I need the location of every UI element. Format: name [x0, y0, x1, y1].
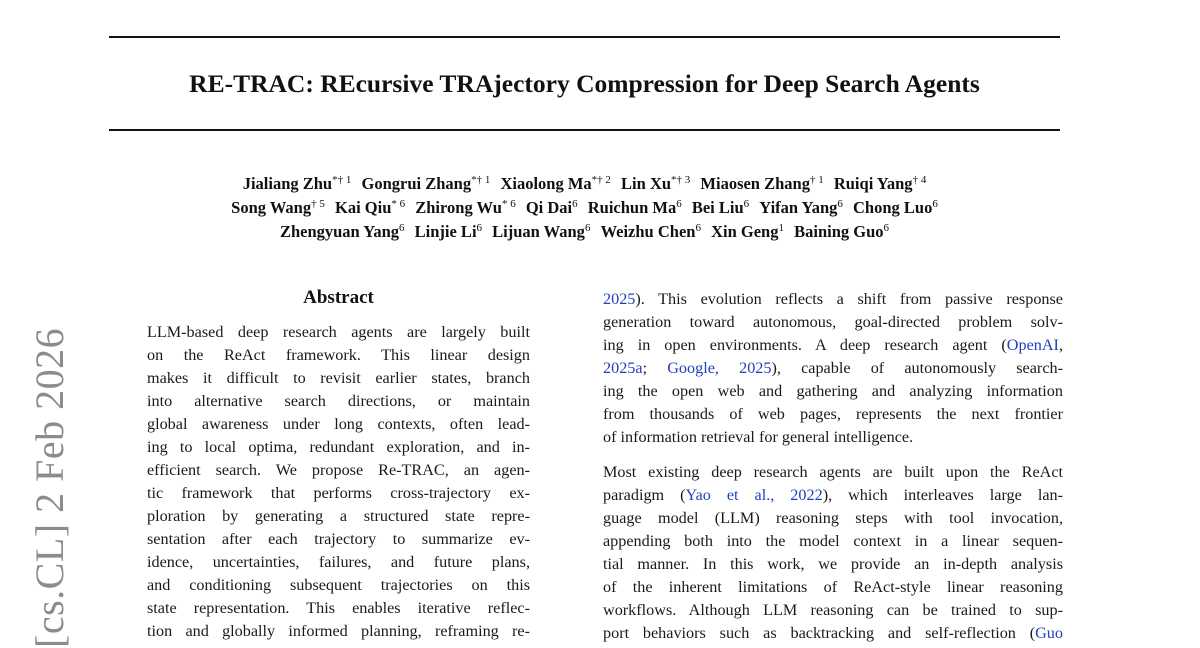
- affiliation-marks: 6: [572, 198, 578, 210]
- intro-line: paradigm (Yao et al., 2022), which interleaves large lan-: [603, 486, 1063, 504]
- affiliation-marks: 6: [476, 222, 483, 234]
- abstract-line: and conditioning subsequent trajectories on this: [147, 576, 530, 594]
- intro-line: from thousands of web pages, represents the next frontier: [603, 405, 1063, 423]
- abstract-line: ing to local optima, redundant exploration, and in-: [147, 438, 530, 456]
- citation-link[interactable]: Yao et al., 2022: [685, 486, 823, 504]
- abstract-body: [147, 321, 530, 643]
- affiliation-marks: 6: [837, 198, 843, 210]
- title-rule-bottom: [109, 129, 1060, 131]
- affiliation-marks: † 5: [311, 198, 325, 210]
- author-name: Gongrui Zhang$^{*\dagger 1}$: [361, 174, 491, 193]
- abstract-line: sentation after each trajectory to summarize ev-: [147, 530, 530, 548]
- intro-line: Most existing deep research agents are built upon the ReAct: [603, 463, 1063, 481]
- author-name: Qi Dai$^6$: [525, 198, 578, 217]
- author-name: Linjie Li$^6$: [414, 222, 483, 241]
- author-name: Weizhu Chen$^6$: [600, 222, 701, 241]
- citation-link[interactable]: Google, 2025: [667, 359, 772, 377]
- intro-line: generation toward autonomous, goal-directed problem solv-: [603, 313, 1063, 331]
- author-name: Chong Luo$^6$: [853, 198, 938, 217]
- affiliation-marks: 6: [584, 222, 591, 234]
- intro-line: 2025a; Google, 2025), capable of autonomously search-: [603, 359, 1063, 377]
- author-name: Kai Qiu$^{* 6}$: [334, 198, 406, 217]
- citation-link[interactable]: 2025: [603, 290, 636, 308]
- author-name: Ruiqi Yang$^{\dagger 4}$: [833, 174, 927, 193]
- intro-line: workflows. Although LLM reasoning can be trained to sup-: [603, 601, 1063, 619]
- abstract-heading: Abstract: [303, 287, 374, 308]
- author-name: Baining Guo$^6$: [794, 222, 890, 241]
- author-name: Miaosen Zhang$^{\dagger 1}$: [700, 174, 824, 193]
- intro-line: 2025). This evolution reflects a shift from passive response: [603, 290, 1063, 308]
- abstract-line: into alternative search directions, or maintain: [147, 392, 530, 410]
- author-name: Jialiang Zhu$^{*\dagger 1}$: [242, 174, 352, 193]
- affiliation-marks: * 6: [501, 198, 516, 210]
- abstract-line: makes it difficult to revisit earlier states, branch: [147, 369, 530, 387]
- intro-line: port behaviors such as backtracking and self-reflection (Guo: [603, 624, 1063, 642]
- affiliation-marks: 6: [883, 222, 890, 234]
- affiliation-marks: 6: [695, 222, 701, 234]
- affiliation-marks: 6: [399, 222, 405, 234]
- intro-line: of the inherent limitations of ReAct-style linear reasoning: [603, 578, 1063, 596]
- affiliation-marks: *† 2: [591, 174, 611, 186]
- affiliation-marks: † 4: [912, 174, 927, 186]
- intro-paragraph-2: [603, 461, 1063, 645]
- abstract-line: global awareness under long contexts, often lead-: [147, 415, 530, 433]
- affiliation-marks: * 6: [391, 198, 406, 210]
- affiliation-marks: *† 1: [471, 174, 491, 186]
- abstract-line: tic framework that performs cross-trajectory ex-: [147, 484, 530, 502]
- abstract-line: ploration by generating a structured state repre-: [147, 507, 530, 525]
- intro-line: appending both into the model context in a linear sequen-: [603, 532, 1063, 550]
- abstract-line: idence, uncertainties, failures, and future plans,: [147, 553, 530, 571]
- affiliation-marks: 1: [778, 222, 784, 234]
- author-name: Zhengyuan Yang$^6$: [279, 222, 405, 241]
- author-name: Yifan Yang$^6$: [759, 198, 843, 217]
- author-name: Xiaolong Ma$^{*\dagger 2}$: [500, 174, 611, 193]
- affiliation-marks: 6: [676, 198, 682, 210]
- author-name: Bei Liu$^6$: [691, 198, 750, 217]
- intro-line: guage model (LLM) reasoning steps with tool invocation,: [603, 509, 1063, 527]
- affiliation-marks: *† 1: [332, 174, 352, 186]
- affiliation-marks: † 1: [809, 174, 824, 186]
- abstract-line: tion and globally informed planning, reframing re-: [147, 622, 530, 640]
- intro-paragraph-1: [603, 288, 1063, 449]
- intro-line: of information retrieval for general intelligence.: [603, 428, 914, 446]
- citation-link[interactable]: Guo: [1035, 624, 1063, 642]
- citation-link[interactable]: 2025a: [603, 359, 643, 377]
- affiliation-marks: *† 3: [671, 174, 691, 186]
- title-rule-top: [109, 36, 1060, 38]
- affiliation-marks: 6: [743, 198, 750, 210]
- intro-line: tial manner. In this work, we provide an in-depth analysis: [603, 555, 1063, 573]
- paper-title: RE-TRAC: REcursive TRAjectory Compression for Deep Search Agents: [189, 69, 980, 98]
- author-name: Lin Xu$^{*\dagger 3}$: [621, 174, 691, 193]
- author-name: Song Wang$^{\dagger 5}$: [231, 198, 325, 217]
- author-list: [109, 172, 1060, 244]
- intro-line: ing in open environments. A deep research agent (OpenAI,: [603, 336, 1063, 354]
- abstract-line: efficient search. We propose Re-TRAC, an agen-: [147, 461, 530, 479]
- citation-link[interactable]: OpenAI: [1006, 336, 1059, 354]
- abstract-line: state representation. This enables iterative reflec-: [147, 599, 530, 617]
- author-name: Ruichun Ma$^6$: [587, 198, 682, 217]
- affiliation-marks: 6: [932, 198, 938, 210]
- author-name: Lijuan Wang$^6$: [492, 222, 591, 241]
- author-name: Xin Geng$^1$: [711, 222, 784, 241]
- abstract-line: LLM-based deep research agents are largely built: [147, 323, 530, 341]
- arxiv-stamp: [cs.CL] 2 Feb 2026: [27, 327, 72, 648]
- introduction-body: [603, 288, 1063, 645]
- abstract-line: on the ReAct framework. This linear design: [147, 346, 530, 364]
- intro-line: ing the open web and gathering and analyzing information: [603, 382, 1063, 400]
- author-name: Zhirong Wu$^{* 6}$: [415, 198, 516, 217]
